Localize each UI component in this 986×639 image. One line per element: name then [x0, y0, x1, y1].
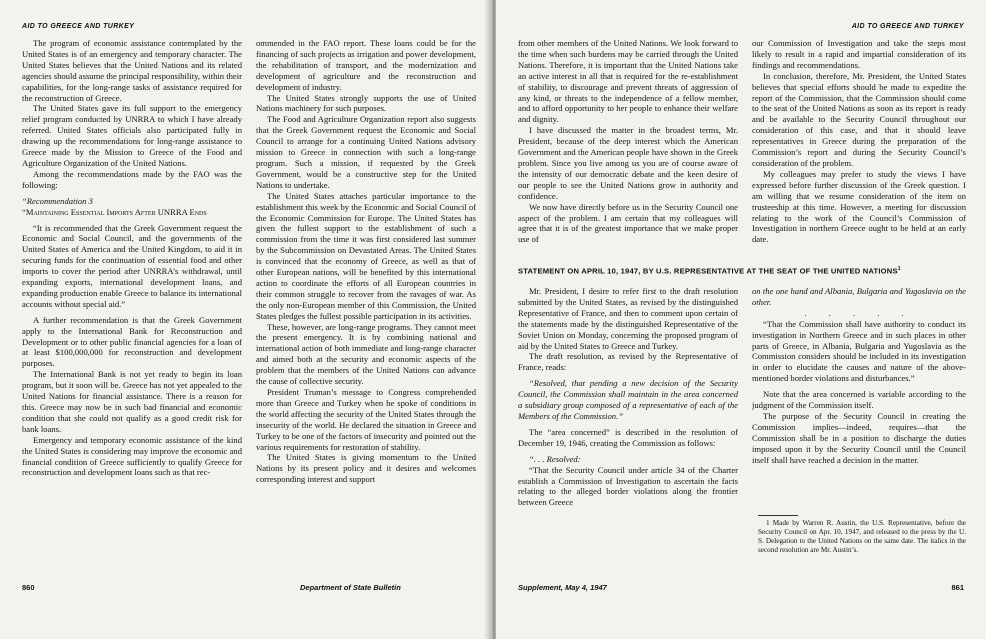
running-head-left: AID TO GREECE AND TURKEY: [22, 23, 135, 30]
paragraph: The United States is giving momentum to the United Nations by its present policy and it desires and welcomes corresponding interest and support: [256, 452, 476, 485]
paragraph: Note that the area concerned is variable according to the judgment of the Commission itself.: [752, 389, 966, 411]
paragraph: President Truman’s message to Congress comprehended more than Greece and Turkey when he spoke of conditions in the world affecting the security of the United States through the insecurity of the world. He declared the situation in Greece and Turkey to be one of the factors of insecurity and pointed out the various requirements for restoration of stability.: [256, 387, 476, 452]
footer-left: Department of State Bulletin: [300, 583, 401, 592]
paragraph: I have discussed the matter in the broadest terms, Mr. President, because of the deep interest which the American Government and the American people have shown in the Greek problem. Since you live among us you are of course aware of the intensity of our democratic debate and the keen desire of our people to see the United Nations grow in authority and confidence.: [518, 125, 738, 201]
paragraph: The United States attaches particular importance to the establishment this week by the Economic and Social Council of the Economic Commission for Europe. The United States has given the fullest support to the establishment of such a commission from the time it was first considered last summer by the Subcommission on Devastated Areas. The United States is convinced that the economy of Greece, as well as that of other European nations, will be benefited by this international action to coordinate the efforts of all European countries in their common struggle to recover from the ravages of war. As the only non-European member of this Commission, the United States pledges the fullest possible participation in its activities.: [256, 190, 476, 321]
paragraph: A further recommendation is that the Greek Government apply to the International Bank for Reconstruction and Development or to other public financial agencies for a loan of at least $100,000,000 for reconstruction and development purposes.: [22, 314, 242, 369]
right-column-2-bottom: [752, 286, 966, 514]
footnote: [758, 519, 966, 555]
recommendation-title: “Maintaining Essential Imports After UNRRA Ends: [22, 206, 207, 217]
paragraph: Emergency and temporary economic assistance of the kind the United States is considering may improve the economic and financial condition of Greece sufficiently to qualify Greece for reconstruction and development loans such as that rec-: [22, 434, 242, 478]
paragraph: In conclusion, therefore, Mr. President, the United States believes that special efforts should be made to expedite the report of the Commission, that the Commission should come to the seat of the United Nations as soon as its report is ready and be available to the Security Council throughout our consideration of this case, and that it should leave representatives in Greece during the preparation of the Commission’s report and during the Security Council’s consideration of the problem.: [752, 70, 966, 168]
paragraph: The draft resolution, as revised by the Representative of France, reads:: [518, 351, 738, 373]
left-page: [0, 0, 490, 639]
paragraph: from other members of the United Nations. We look forward to the time when such burdens may be carried through the United Nations. Therefore, it is important that the United Nations take an active interest in all that is required for the re-establishment of stability, to discourage and prevent threats of aggression of any kind, or threats to the independence of a fellow member, and to afford opportunity to her people to enhance their welfare and dignity.: [518, 38, 738, 125]
paragraph: Mr. President, I desire to refer first to the draft resolution submitted by the United States, as revised by the distinguished Representative of France, and then to comment upon certain of the statements made by the distinguished Representative of the Soviet Union on Monday, concerning the proposed program of aid by the United States to Greece and Turkey.: [518, 286, 738, 351]
footnote-marker: 1: [897, 266, 901, 272]
paragraph: We now have directly before us in the Security Council one aspect of the problem. I am certain that my colleagues will agree that it is of the greatest importance that we make proper use of: [518, 201, 738, 245]
paragraph: My colleagues may prefer to study the views I have expressed before further discussion of the Greek question. I am willing that we resume consideration of the item on trusteeship at this time. However, a meeting for discussion relating to the work of the Council’s Commission of Investigation in northern Greece ought to be held at an early date.: [752, 168, 966, 245]
left-column-2: [256, 38, 476, 578]
ellipsis-row: . . . . .: [804, 307, 914, 318]
paragraph: The “area concerned” is described in the resolution of December 19, 1946, creating the Commission as follows:: [518, 426, 738, 448]
paragraph: our Commission of Investigation and take the steps most likely to result in a rapid and impartial consideration of its findings and recommendations.: [752, 38, 966, 70]
footnote-text: 1 Made by Warren R. Austin, the U.S. Representative, before the Security Council on Apr. 10, 1947, and released to the press by the U. S. Delegation to the United Nations on the same date. The italics in the second resolution are Mr. Austin’s.: [758, 519, 966, 554]
footnote-rule: [758, 515, 798, 516]
paragraph: on the one hand and Albania, Bulgaria and Yugoslavia on the other.: [752, 286, 966, 307]
paragraph: The program of economic assistance contemplated by the United States is of an emergency and temporary character. The United States believes that the United Nations and its related agencies should assume the principal responsibility, within their capabilities, for the long-range tasks of assistance required for the reconstruction of Greece.: [22, 38, 242, 103]
right-page: [496, 0, 986, 639]
paragraph: The purpose of the Security Council in creating the Commission implies—indeed, requires—that the Commission shall be in a position to discharge the duties imposed upon it by the Security Council until the Council itself shall have reached a decision in the matter.: [752, 410, 966, 465]
paragraph: These, however, are long-range programs. They cannot meet the present emergency. It is by combining national and international action of both immediate and long-range character and aimed both at the security and economic aspects of the problem that the members of the United Nations can advance the cause of collective security.: [256, 321, 476, 387]
quoted-paragraph: “That the Security Council under article 34 of the Charter establish a Commission of Investigation to ascertain the facts relating to the alleged border violations along the frontier between Greece: [518, 464, 738, 508]
resolved-label: “. . . Resolved:: [529, 453, 581, 464]
right-column-2-top: [752, 38, 966, 260]
paragraph: The International Bank is not yet ready to begin its loan program, but it soon will be. Greece has not yet appealed to the United Nations for financial assistance. There is a reason for this. Greece may now be in such bad financial and economic condition that she could not qualify as a good credit risk for bank loans.: [22, 369, 242, 434]
paragraph: The United States strongly supports the use of United Nations machinery for such purposes.: [256, 92, 476, 114]
paragraph: ommended in the FAO report. These loans could be for the financing of such projects as irrigation and power development, the rehabilitation of transport, and the modernization and development of agriculture and the reconstruction and development of industry.: [256, 38, 476, 92]
section-heading-text: STATEMENT ON APRIL 10, 1947, BY U.S. REPRESENTATIVE AT THE SEAT OF THE UNITED NATIONS: [518, 266, 898, 276]
quoted-paragraph: “That the Commission shall have authority to conduct its investigation in Northern Greece and in such places in other parts of Greece, in Albania, Bulgaria and Yugoslavia as the Commission considers should be included in its investigation in order to elucidate the causes and nature of the above-mentioned border violations and disturbances.”: [752, 318, 966, 384]
paragraph: Among the recommendations made by the FAO was the following:: [22, 168, 242, 190]
section-heading: [518, 266, 976, 276]
right-column-1-top: [518, 38, 738, 260]
paragraph: The Food and Agriculture Organization report also suggests that the Greek Government request the Economic and Social Council to arrange for a continuing United Nations advisory mission to Greece in connection with such a long-range program. Such a mission, if requested by the Greek Government, would be a constructive step for the United Nations to undertake.: [256, 114, 476, 190]
quoted-paragraph: “It is recommended that the Greek Government request the Economic and Social Council, and the governments of the United States of America and the United Kingdom, to aid it in securing funds for the continuation of essential food and other imports to cover the period after UNRRA’s withdrawal, until expanding exports, international development loans, and expanding production enable Greece to balance its international accounts without special aid.”: [22, 222, 242, 309]
left-column-1: [22, 38, 242, 578]
right-column-1-bottom: [518, 286, 738, 578]
quoted-resolution: “Resolved, that pending a new decision of the Security Council, the Commission shall maintain in the area concerned a subsidiary group composed of a representative of each of the Members of the Commission.”: [518, 378, 738, 421]
recommendation-label: “Recommendation 3: [22, 195, 93, 206]
footer-right: Supplement, May 4, 1947: [518, 583, 607, 592]
folio-left: 860: [22, 583, 35, 592]
running-head-right: AID TO GREECE AND TURKEY: [851, 23, 964, 30]
paragraph: The United States gave its full support to the emergency relief program conducted by UNRRA to which I have already referred. United States officials also participated fully in drawing up the recommendations for long-range assistance to Greece made by the Mission to Greece of the Food and Agriculture Organization of the United Nations.: [22, 103, 242, 168]
folio-right: 861: [951, 583, 964, 592]
